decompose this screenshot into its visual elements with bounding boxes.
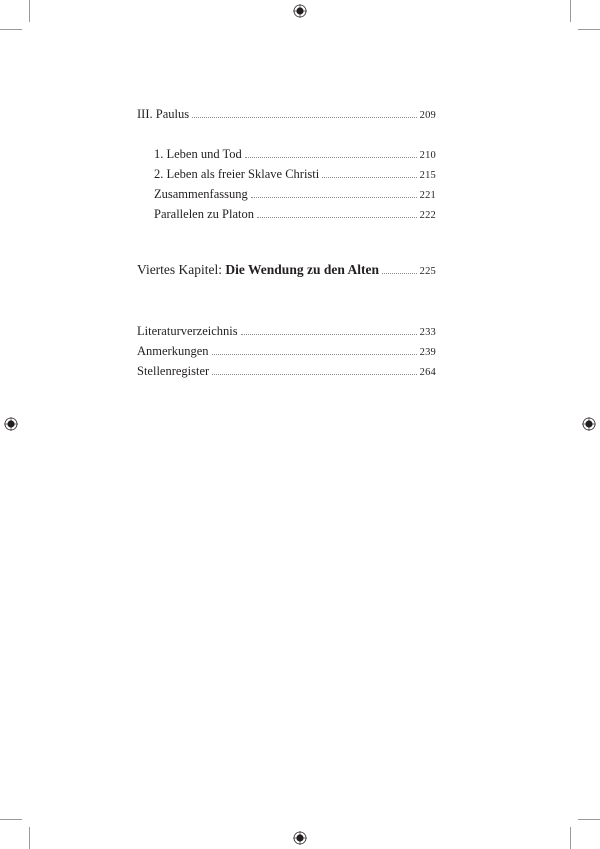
dot-leader — [241, 334, 417, 335]
dot-leader — [251, 197, 417, 198]
dot-leader — [212, 374, 416, 375]
dot-leader — [382, 273, 417, 274]
toc-entry-subsection — [154, 206, 436, 224]
registration-mark-icon — [582, 417, 596, 431]
crop-mark — [0, 29, 22, 30]
toc-entry-page: 239 — [419, 347, 436, 358]
crop-mark — [29, 827, 30, 849]
crop-mark — [570, 0, 571, 22]
crop-mark — [578, 819, 600, 820]
toc-entry-subsection — [154, 146, 436, 164]
crop-mark — [29, 0, 30, 22]
toc-entry-page: 210 — [419, 150, 436, 161]
toc-entry-back-matter — [137, 363, 436, 381]
toc-entry-section-iii — [137, 106, 436, 124]
toc-entry-page: 225 — [419, 266, 436, 277]
toc-entry-label: 1. Leben und Tod — [154, 147, 242, 161]
chapter-title: Die Wendung zu den Alten — [225, 262, 379, 277]
chapter-prefix: Viertes Kapitel: — [137, 262, 226, 277]
dot-leader — [257, 217, 417, 218]
toc-entry-page: 209 — [419, 110, 436, 121]
toc-entry-label: Stellenregister — [137, 364, 210, 378]
dot-leader — [245, 157, 417, 158]
toc-entry-label: 2. Leben als freier Sklave Christi — [154, 167, 320, 181]
registration-mark-icon — [293, 831, 307, 845]
dot-leader — [322, 177, 416, 178]
crop-mark — [0, 819, 22, 820]
toc-entry-back-matter — [137, 323, 436, 341]
toc-entry-label: Parallelen zu Platon — [154, 207, 254, 221]
toc-entry-page: 222 — [419, 210, 436, 221]
toc-entry-label — [137, 262, 382, 278]
toc-entry-label: III. Paulus — [137, 107, 190, 121]
toc-entry-subsection — [154, 186, 436, 204]
dot-leader — [192, 117, 417, 118]
toc-entry-page: 233 — [419, 327, 436, 338]
toc-entry-label: Literaturverzeichnis — [137, 324, 238, 338]
registration-mark-icon — [293, 4, 307, 18]
crop-mark — [570, 827, 571, 849]
toc-entry-label: Zusammenfassung — [154, 187, 248, 201]
toc-entry-page: 221 — [419, 190, 436, 201]
toc-entry-page: 264 — [419, 367, 436, 378]
toc-entry-chapter-4 — [137, 262, 436, 280]
toc-entry-back-matter — [137, 343, 436, 361]
toc-entry-page: 215 — [419, 170, 436, 181]
toc-entry-subsection — [154, 166, 436, 184]
toc-entry-label: Anmerkungen — [137, 344, 209, 358]
dot-leader — [212, 354, 417, 355]
registration-mark-icon — [4, 417, 18, 431]
crop-mark — [578, 29, 600, 30]
